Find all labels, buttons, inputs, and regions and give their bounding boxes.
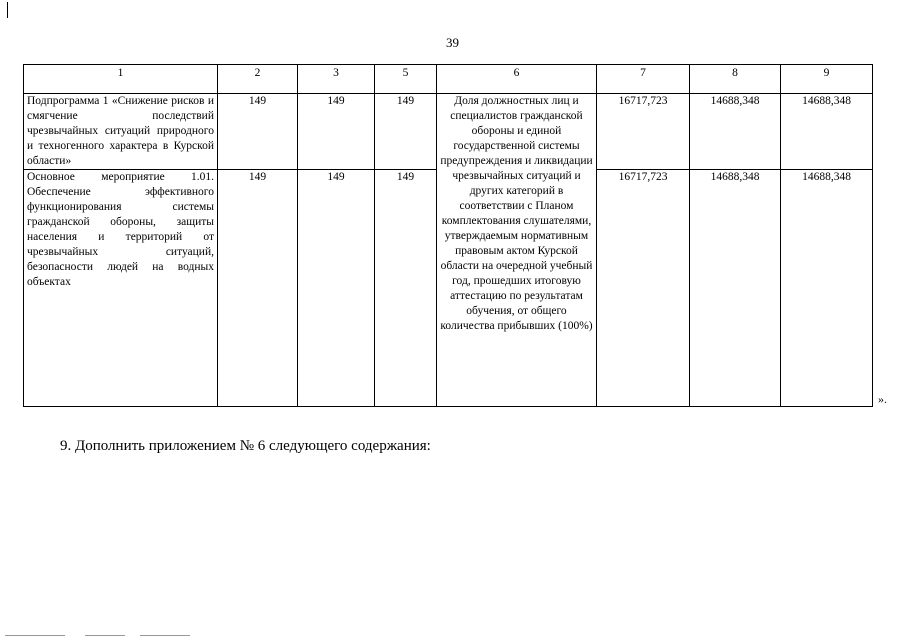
indicator-cell: Доля должностных лиц и специалистов гражданской обороны и единой государственной системы предупреждения и ликвидации чрезвычайных ситуаций и других категорий в соответствии с Планом комплектования слушателями, утверждаемым нормативным правовым актом Курской области на очередной учебный год, прошедших итоговую аттестацию по результатам обучения, от общего количества прибывших (100%) bbox=[437, 94, 597, 407]
table-cell: 14688,348 bbox=[690, 170, 781, 407]
page-number: 39 bbox=[446, 35, 459, 50]
main-activity-name: Основное мероприятие 1.01. Обеспечение эффективного функционирования системы гражданской обороны, защиты населения и территорий от чрезвычайных ситуаций, безопасности людей на водных объектах bbox=[24, 170, 218, 407]
closing-quote: ». bbox=[878, 392, 887, 406]
header-cell: 1 bbox=[24, 65, 218, 94]
header-cell: 5 bbox=[375, 65, 437, 94]
table-cell: 16717,723 bbox=[597, 94, 690, 170]
header-cell: 9 bbox=[781, 65, 873, 94]
margin-mark bbox=[7, 2, 8, 18]
header-cell: 7 bbox=[597, 65, 690, 94]
table-cell: 149 bbox=[375, 170, 437, 407]
table-cell: 149 bbox=[375, 94, 437, 170]
table-cell: 149 bbox=[218, 94, 298, 170]
table-cell: 149 bbox=[298, 170, 375, 407]
subprogram-name: Подпрограмма 1 «Снижение рисков и смягчение последствий чрезвычайных ситуаций природного и техногенного характера в Курской области» bbox=[24, 94, 218, 170]
budget-table bbox=[23, 64, 873, 407]
table-cell: 149 bbox=[298, 94, 375, 170]
amendment-paragraph: 9. Дополнить приложением № 6 следующего содержания: bbox=[60, 438, 431, 454]
header-cell: 3 bbox=[298, 65, 375, 94]
header-cell: 2 bbox=[218, 65, 298, 94]
table-cell: 14688,348 bbox=[781, 94, 873, 170]
table-cell: 16717,723 bbox=[597, 170, 690, 407]
header-cell: 8 bbox=[690, 65, 781, 94]
table-cell: 14688,348 bbox=[781, 170, 873, 407]
header-row bbox=[24, 65, 873, 94]
table-cell: 14688,348 bbox=[690, 94, 781, 170]
header-cell: 6 bbox=[437, 65, 597, 94]
table-cell: 149 bbox=[218, 170, 298, 407]
scan-artifact bbox=[0, 635, 905, 638]
table-row bbox=[24, 94, 873, 170]
